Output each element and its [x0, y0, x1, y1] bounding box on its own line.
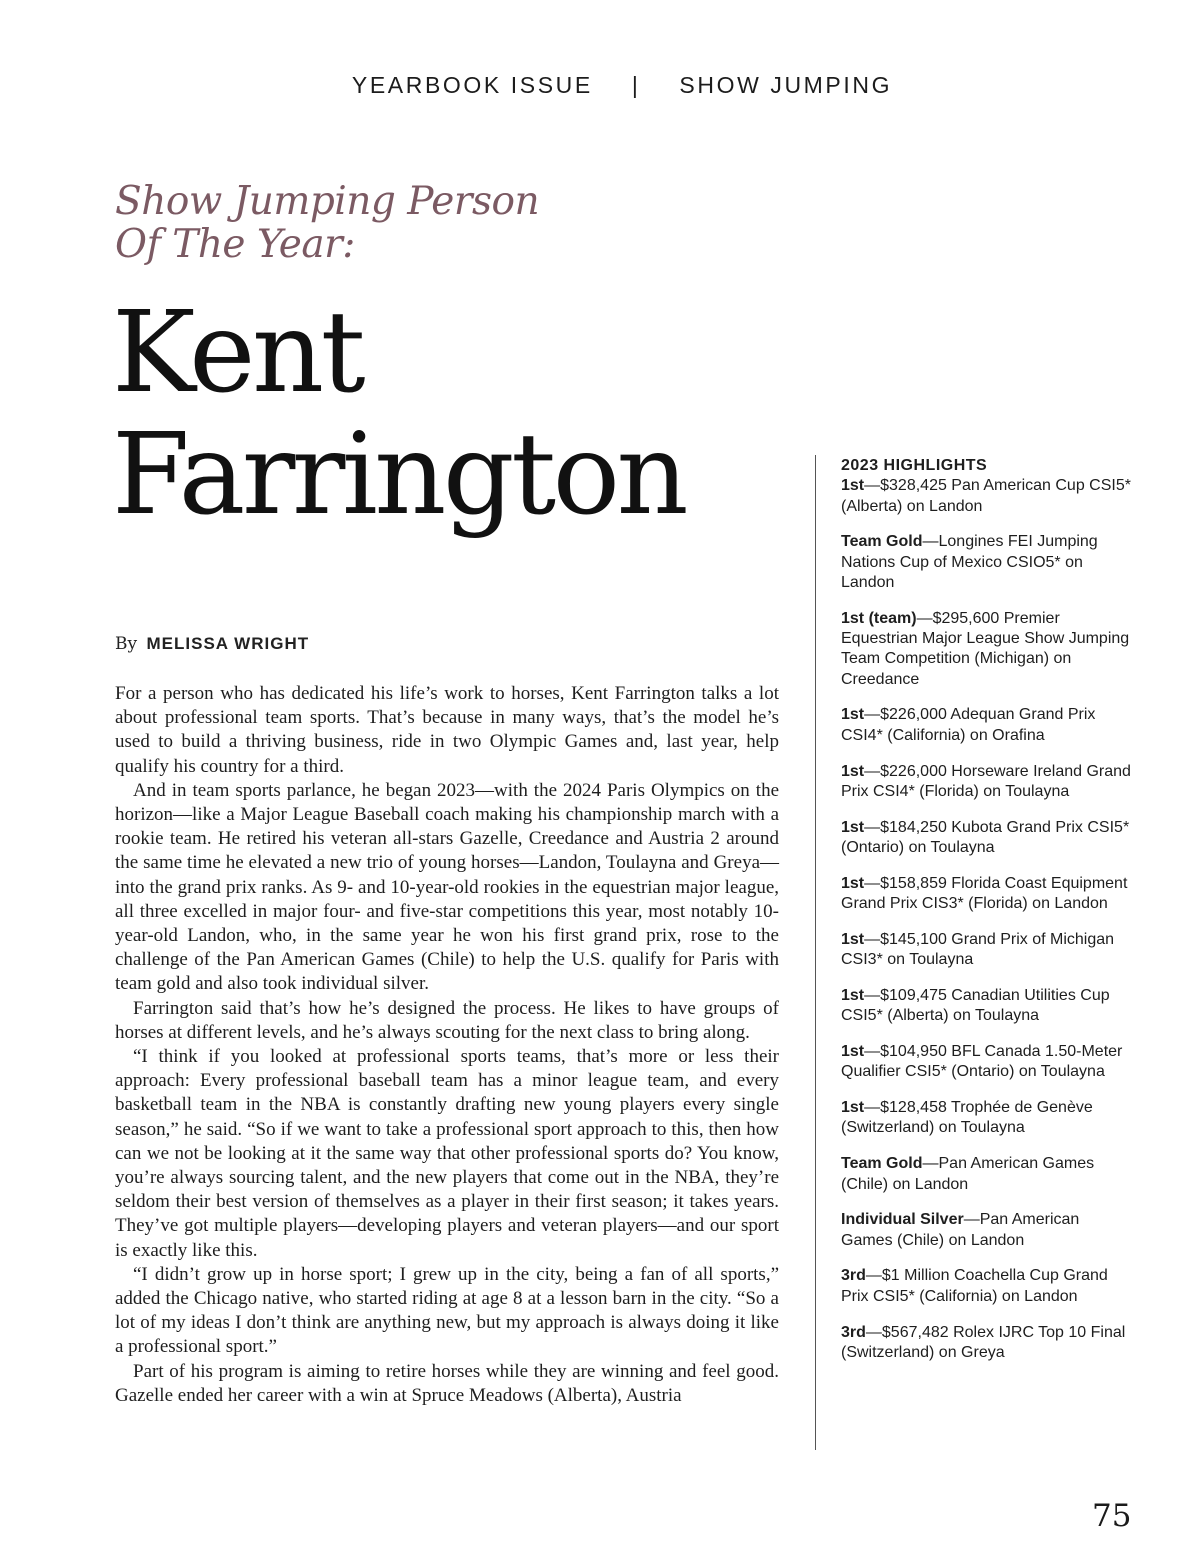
sidebar-divider: [815, 455, 816, 1450]
highlight-label: 3rd: [841, 1323, 866, 1341]
section-header: [0, 72, 1200, 99]
highlight-item: [841, 1154, 1133, 1195]
highlight-item: [841, 930, 1133, 971]
highlight-text: —Pan American Games (Chile) on Landon: [841, 1155, 1095, 1193]
byline-prefix: By: [115, 634, 138, 654]
highlight-text: —$1 Million Coachella Cup Grand Prix CSI5* (California) on Landon: [841, 1267, 1108, 1305]
highlight-label: 1st (team): [841, 609, 917, 627]
highlight-item: [841, 986, 1133, 1027]
sidebar-title: 2023 HIGHLIGHTS: [841, 457, 988, 474]
byline-author: MELISSA WRIGHT: [146, 634, 310, 653]
highlight-label: 1st: [841, 477, 865, 495]
highlight-item: [841, 1042, 1133, 1083]
highlight-text: —$145,100 Grand Prix of Michigan CSI3* on Toulayna: [841, 930, 1115, 969]
highlight-label: 1st: [841, 874, 865, 892]
article-headline: [112, 288, 812, 540]
highlight-item: [841, 874, 1133, 915]
issue-label: YEARBOOK ISSUE: [351, 72, 593, 98]
kicker-line-2: Of The Year:: [115, 222, 355, 267]
body-paragraph: And in team sports parlance, he began 2023—with the 2024 Paris Olympics on the horizon—like a Major League Baseball coach making his championship march with a rookie team. He retired his veteran all-stars Gazelle, Creedance and Austria 2 around the same time he elevated a new trio of young horses—Landon, Toulayna and Greya—into the grand prix ranks. As 9- and 10-year-old rookies in the equestrian major league, all three excelled in major four- and five-star competitions this year, most notably 10-year-old Landon, who, in the same year he won his first grand prix, rose to the challenge of the Pan American Games (Chile) to help the U.S. qualify for Paris with team gold and also took individual silver.: [115, 779, 779, 995]
headline-line-1: Kent: [112, 288, 363, 418]
highlight-label: Team Gold: [841, 1155, 923, 1173]
highlight-text: —Pan American Games (Chile) on Landon: [841, 1211, 1080, 1249]
highlight-label: 1st: [841, 1099, 865, 1117]
highlight-label: 1st: [841, 818, 865, 836]
page-number: 75: [1092, 1498, 1132, 1534]
kicker-line-1: Show Jumping Person: [115, 179, 540, 224]
article-body: [115, 682, 779, 1408]
highlight-label: 3rd: [841, 1267, 866, 1285]
highlight-label: 1st: [841, 762, 865, 780]
highlight-text: —$158,859 Florida Coast Equipment Grand Prix CIS3* (Florida) on Landon: [841, 874, 1128, 913]
highlight-label: Team Gold: [841, 533, 923, 551]
highlight-label: Individual Silver: [841, 1211, 964, 1229]
highlight-item: [841, 1210, 1133, 1251]
highlight-item: [841, 1098, 1133, 1139]
highlight-text: —$109,475 Canadian Utilities Cup CSI5* (Alberta) on Toulayna: [841, 986, 1110, 1025]
body-paragraph: “I think if you looked at professional sports teams, that’s more or less their approach: Every professional baseball team has a minor league team, and every basketball team in the NBA is constantly drafting new young players every single season,” he said. “So if we want to take a professional sport approach to this, then how can we not be looking at it the same way that other professional sports do? You know, you’re always sourcing talent, and the new players that come out in the NBA, they’re seldom their best version of themselves as a player in their first season; it takes years. They’ve got multiple players—developing players and veteran players—and our sport is exactly like this.: [115, 1046, 779, 1261]
section-label: SHOW JUMPING: [679, 72, 893, 98]
highlight-item: [841, 818, 1133, 859]
body-paragraph: Farrington said that’s how he’s designed the process. He likes to have groups of horses at different levels, and he’s always scouting for the next class to bring along.: [115, 997, 779, 1043]
article-kicker: [115, 180, 715, 266]
byline: [115, 634, 309, 654]
highlight-label: 1st: [841, 706, 865, 724]
highlight-item: [841, 609, 1133, 690]
body-paragraph: For a person who has dedicated his life’s work to horses, Kent Farrington talks a lot about professional team sports. That’s because in many ways, that’s the model he’s used to build a thriving business, ride in two Olympic Games and, last year, help qualify his country for a third.: [115, 683, 779, 777]
highlight-label: 1st: [841, 930, 865, 948]
highlight-text: —$226,000 Adequan Grand Prix CSI4* (California) on Orafina: [841, 706, 1096, 744]
body-paragraph: Part of his program is aiming to retire horses while they are winning and feel good. Gazelle ended her career with a win at Spruce Meadows (Alberta), Austria: [115, 1360, 779, 1406]
highlights-sidebar: [841, 456, 1133, 1379]
highlight-text: —$328,425 Pan American Cup CSI5* (Alberta) on Landon: [841, 477, 1131, 515]
body-paragraph: “I didn’t grow up in horse sport; I grew up in the city, being a fan of all sports,” added the Chicago native, who started riding at age 8 at a lesson barn in the city. “So a lot of my ideas I don’t think are anything new, but my approach is always doing it like a professional sport.”: [115, 1263, 779, 1358]
highlight-label: 1st: [841, 1043, 865, 1061]
highlight-text: —$128,458 Trophée de Genève (Switzerland) on Toulayna: [841, 1099, 1093, 1137]
highlight-text: —$104,950 BFL Canada 1.50-Meter Qualifier CSI5* (Ontario) on Toulayna: [841, 1043, 1123, 1081]
highlight-item: [841, 1266, 1133, 1307]
highlight-text: —$184,250 Kubota Grand Prix CSI5* (Ontario) on Toulayna: [841, 818, 1130, 856]
highlight-item: [841, 705, 1133, 746]
highlight-item: [841, 476, 1133, 517]
highlight-item: [841, 1323, 1133, 1364]
header-separator: |: [631, 72, 641, 98]
highlight-item: [841, 532, 1133, 593]
highlight-text: —$295,600 Premier Equestrian Major League Show Jumping Team Competition (Michigan) on Creedance: [841, 609, 1130, 688]
highlight-item: [841, 762, 1133, 803]
headline-line-2: Farrington: [112, 410, 686, 540]
highlight-text: —Longines FEI Jumping Nations Cup of Mexico CSIO5* on Landon: [841, 533, 1098, 591]
highlight-label: 1st: [841, 986, 865, 1004]
highlight-text: —$226,000 Horseware Ireland Grand Prix CSI4* (Florida) on Toulayna: [841, 762, 1131, 800]
highlight-text: —$567,482 Rolex IJRC Top 10 Final (Switzerland) on Greya: [841, 1323, 1126, 1361]
